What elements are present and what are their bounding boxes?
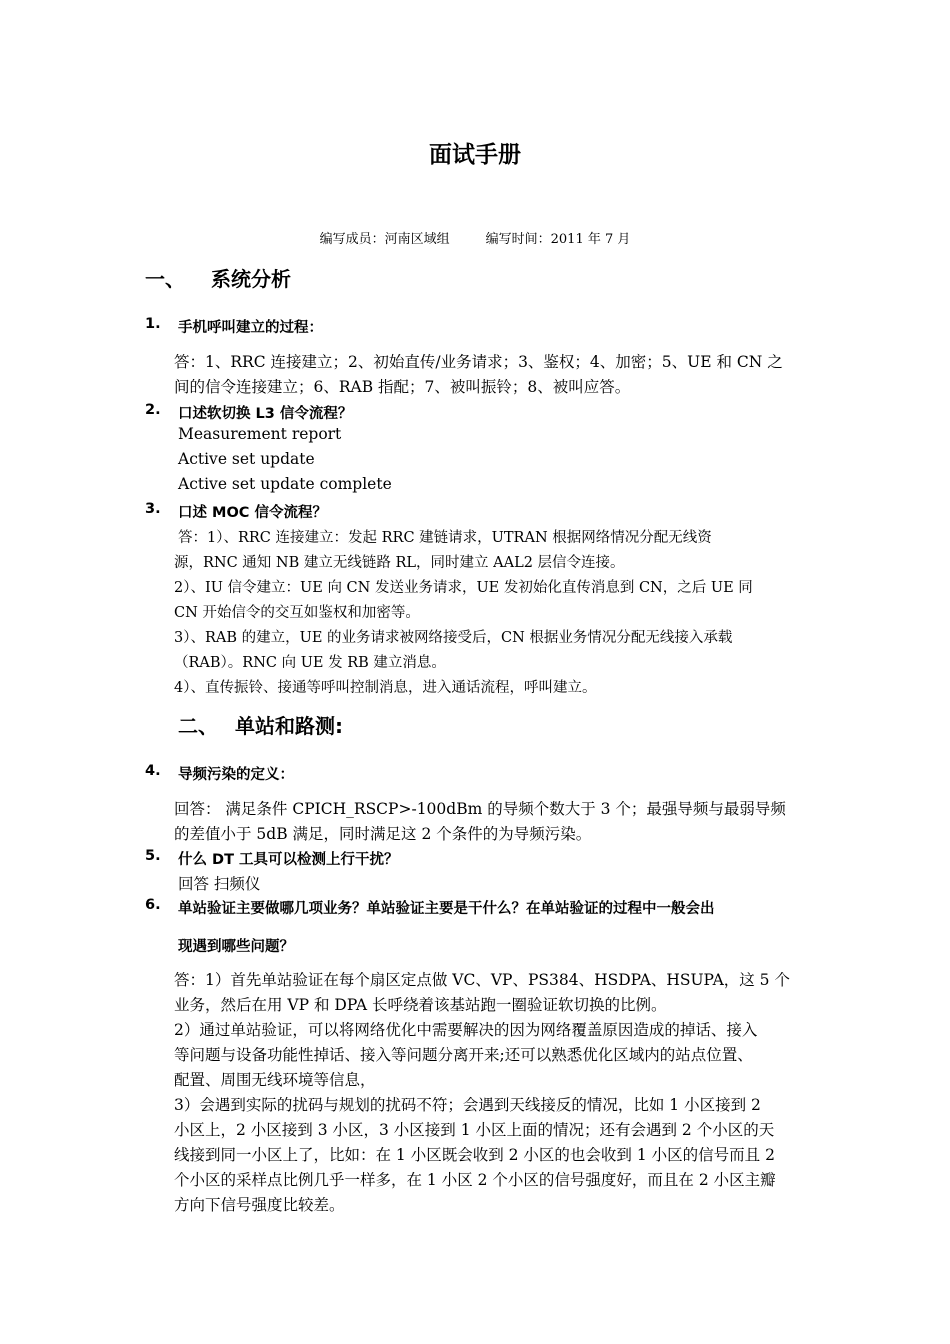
q1-question: 手机呼叫建立的过程：: [178, 320, 323, 336]
section1-title: 系统分析: [211, 267, 291, 291]
q4-answer-line: 回答： 满足条件 CPICH_RSCP>-100dBm 的导频个数大于 3 个；最强导频与最弱导频: [174, 800, 786, 818]
q6-answer-line: 2）通过单站验证，可以将网络优化中需要解决的因为网络覆盖原因造成的掉话、接入: [174, 1021, 758, 1039]
q2-number: 2.: [145, 402, 161, 418]
q3-answer-line: 4）、直传振铃、接通等呼叫控制消息，进入通话流程，呼叫建立。: [174, 680, 597, 696]
q6-answer-line: 配置、周围无线环境等信息，: [174, 1071, 376, 1089]
q3-answer-line: （RAB）。RNC 向 UE 发 RB 建立消息。: [174, 655, 446, 671]
q3-answer-line: CN 开始信令的交互如鉴权和加密等。: [174, 605, 420, 621]
date-line: 编写时间：2011 年 7 月: [485, 232, 631, 247]
q2-answer-line: Active set update complete: [178, 475, 392, 493]
q1-answer-line: 答：1、RRC 连接建立；2、初始直传/业务请求；3、鉴权；4、加密；5、UE 和 CN 之: [174, 353, 783, 371]
q5-number: 5.: [145, 848, 161, 864]
q6-question-line: 现遇到哪些问题？: [178, 939, 294, 955]
q6-answer-line: 个小区的采样点比例几乎一样多，在 1 小区 2 个小区的信号强度好，而且在 2 小区主瓣: [174, 1171, 776, 1189]
q5-question: 什么 DT 工具可以检测上行干扰？: [178, 852, 399, 868]
q2-answer-line: Measurement report: [178, 425, 342, 443]
section1-number: 一、: [145, 267, 185, 291]
author-line: 编写成员：河南区域组: [319, 232, 450, 247]
q6-answer-line: 等问题与设备功能性掉话、接入等问题分离开来;还可以熟悉优化区域内的站点位置、: [174, 1046, 753, 1064]
q3-answer-line: 2）、IU 信令建立：UE 向 CN 发送业务请求，UE 发初始化直传消息到 CN，之后 UE 同: [174, 580, 753, 596]
q6-answer-line: 线接到同一小区上了，比如：在 1 小区既会收到 2 小区的也会收到 1 小区的信号而且 2: [174, 1146, 775, 1164]
q3-answer-line: 答：1）、RRC 连接建立：发起 RRC 建链请求，UTRAN 根据网络情况分配无线资: [178, 530, 712, 546]
q1-answer-line: 间的信令连接建立；6、RAB 指配；7、被叫振铃；8、被叫应答。: [174, 378, 631, 396]
section2-title: 单站和路测:: [235, 714, 343, 738]
q6-answer-line: 小区上，2 小区接到 3 小区，3 小区接到 1 小区上面的情况；还有会遇到 2 个小区的天: [174, 1121, 775, 1139]
q6-answer-line: 业务，然后在用 VP 和 DPA 长呼绕着该基站跑一圈验证软切换的比例。: [174, 996, 667, 1014]
q3-number: 3.: [145, 501, 161, 517]
q6-answer-line: 方向下信号强度比较差。: [174, 1196, 345, 1214]
q5-answer-line: 回答 扫频仪: [178, 875, 261, 893]
q4-question: 导频污染的定义：: [178, 767, 294, 783]
q6-answer-line: 答：1）首先单站验证在每个扇区定点做 VC、VP、PS384、HSDPA、HSUPA，这 5 个: [174, 971, 790, 989]
q3-question: 口述 MOC 信令流程？: [178, 505, 327, 521]
q2-answer-line: Active set update: [178, 450, 315, 468]
q6-answer-line: 3）会遇到实际的扰码与规划的扰码不符；会遇到天线接反的情况，比如 1 小区接到 2: [174, 1096, 761, 1114]
q1-number: 1.: [145, 316, 161, 332]
q4-answer-line: 的差值小于 5dB 满足，同时满足这 2 个条件的为导频污染。: [174, 825, 592, 843]
q3-answer-line: 3）、RAB 的建立，UE 的业务请求被网络接受后，CN 根据业务情况分配无线接入承载: [174, 630, 733, 646]
q4-number: 4.: [145, 763, 161, 779]
q2-question: 口述软切换 L3 信令流程？: [178, 406, 353, 422]
document-title: 面试手册: [429, 142, 521, 168]
q6-question-line: 单站验证主要做哪几项业务？单站验证主要是干什么？在单站验证的过程中一般会出: [178, 901, 715, 917]
section2-number: 二、: [178, 714, 218, 738]
q6-number: 6.: [145, 897, 161, 913]
document-meta: [0, 228, 950, 247]
q3-answer-line: 源，RNC 通知 NB 建立无线链路 RL，同时建立 AAL2 层信令连接。: [174, 555, 625, 571]
